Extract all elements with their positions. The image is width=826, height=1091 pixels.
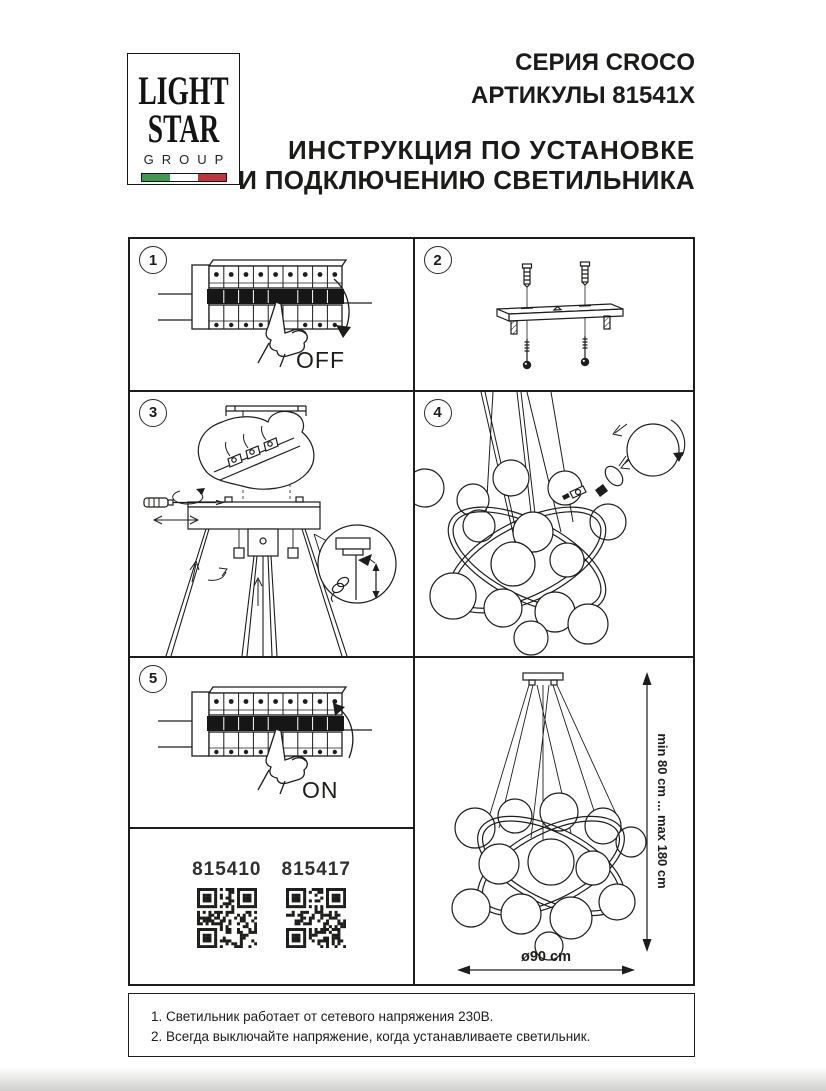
globe-rotation-detail <box>613 420 685 476</box>
series-title: СЕРИЯ CROCO <box>515 49 695 76</box>
step-5-panel <box>130 658 413 827</box>
lightstar-logo <box>127 53 240 185</box>
step-3-number: 3 <box>139 399 167 427</box>
qr-code-right <box>286 888 346 948</box>
overview-panel <box>415 658 693 984</box>
step-2-panel <box>415 239 693 390</box>
logo-word-light: LIGHT <box>138 68 229 113</box>
italian-flag-icon <box>141 173 227 182</box>
step-4-assembly-drawing <box>415 392 693 656</box>
step-3-canopy-drawing <box>130 392 413 656</box>
note-line-1: 1. Светильник работает от сетевого напряжения 230В. <box>151 1009 494 1024</box>
wall-anchor-icon <box>522 264 531 287</box>
step-2-number: 2 <box>424 246 452 274</box>
diameter-dimension <box>457 965 635 974</box>
step-1-panel <box>130 239 413 390</box>
step-1-number: 1 <box>139 246 167 274</box>
step-5-breaker-on-drawing <box>130 658 413 827</box>
step-1-breaker-off-drawing <box>130 239 413 390</box>
screw-icon <box>522 339 530 369</box>
height-range-label: min 80 cm ... max 180 cm <box>654 732 670 889</box>
note-line-2: 2. Всегда выключайте напряжение, когда устанавливаете светильник. <box>151 1029 591 1045</box>
instruction-grid <box>128 237 695 986</box>
screw-icon <box>580 336 588 366</box>
cable-adjuster-detail <box>318 525 396 603</box>
notes-box <box>128 993 695 1057</box>
logo-word-star: STAR <box>147 106 220 151</box>
diameter-label: ø90 cm <box>520 948 571 965</box>
wall-anchor-icon <box>580 262 589 285</box>
article-code-left: 815410 <box>192 858 262 880</box>
step-4-panel <box>415 392 693 656</box>
step-4-number: 4 <box>424 399 452 427</box>
step-5-number: 5 <box>139 665 167 693</box>
off-label: OFF <box>296 347 345 373</box>
article-code-right: 815417 <box>281 858 351 880</box>
qr-code-left <box>197 888 257 948</box>
step-2-bracket-drawing <box>415 239 693 390</box>
instruction-title-line2: И ПОДКЛЮЧЕНИЮ СВЕТИЛЬНИКА <box>238 165 695 196</box>
on-label: ON <box>302 776 339 803</box>
canopy-icon <box>523 673 563 685</box>
qr-panel <box>130 829 413 984</box>
scan-edge-shadow <box>0 1067 826 1091</box>
articles-title: АРТИКУЛЫ 81541X <box>471 82 695 110</box>
document-header <box>238 50 695 195</box>
logo-word-group: GROUP <box>143 152 232 167</box>
qr-column-right <box>282 859 351 948</box>
height-dimension <box>642 672 651 952</box>
chandelier-overview-drawing <box>415 658 693 984</box>
qr-column-left <box>192 859 261 948</box>
step-3-panel <box>130 392 413 656</box>
instruction-title-line1: ИНСТРУКЦИЯ ПО УСТАНОВКЕ <box>288 134 695 165</box>
